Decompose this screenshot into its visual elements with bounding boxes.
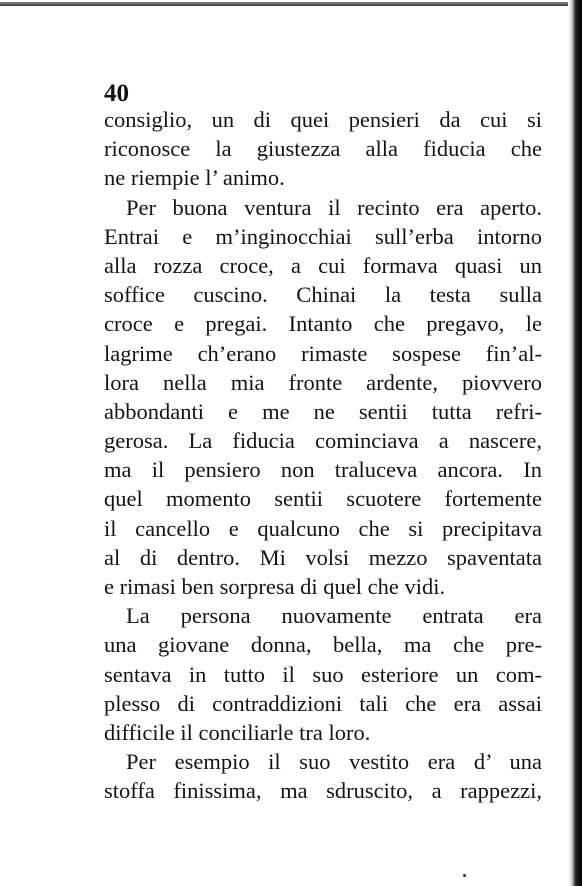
page-number: 40 — [104, 80, 129, 107]
text-line: difficile il conciliarle tra loro. — [104, 719, 371, 745]
text-line: al di dentro. Mi volsi mezzo spaventata — [104, 544, 542, 570]
text-line: riconosce la giustezza alla fiducia che — [104, 136, 542, 162]
text-line: lagrime ch’erano rimaste sospese fin’al- — [104, 340, 542, 366]
text-line: La persona nuovamente entrata era — [126, 603, 542, 629]
text-line: croce e pregai. Intanto che pregavo, le — [104, 311, 542, 337]
text-line: lora nella mia fronte ardente, piovvero — [104, 369, 542, 395]
text-line: ne riempie l’ animo. — [104, 165, 285, 191]
paper-speck — [463, 874, 466, 877]
book-spine-shadow — [568, 0, 582, 886]
text-line: alla rozza croce, a cui formava quasi un — [104, 252, 542, 278]
text-line: consiglio, un di quei pensieri da cui si — [104, 107, 542, 132]
text-line: una giovane donna, bella, ma che pre- — [104, 632, 542, 658]
text-line: Per buona ventura il recinto era aperto. — [126, 194, 542, 220]
text-line: il cancello e qualcuno che si precipitava — [104, 515, 542, 541]
text-line: plesso di contraddizioni tali che era assai — [104, 690, 542, 716]
text-line: Per esempio il suo vestito era d’ una — [126, 749, 542, 775]
text-line: sentava in tutto il suo esteriore un com- — [104, 661, 542, 687]
page-top-edge — [0, 2, 582, 6]
text-line: quel momento sentii scuotere fortemente — [104, 486, 542, 512]
body-text — [104, 105, 542, 806]
text-line: soffice cuscino. Chinai la testa sulla — [104, 282, 542, 308]
text-line: ma il pensiero non traluceva ancora. In — [104, 457, 542, 483]
text-line: stoffa finissima, ma sdruscito, a rappezzi, — [104, 778, 542, 804]
text-line: abbondanti e me ne sentii tutta refri- — [104, 398, 542, 424]
text-line: Entrai e m’inginocchiai sull’erba intorno — [104, 223, 542, 249]
text-line: e rimasi ben sorpresa di quel che vidi. — [104, 574, 446, 599]
text-line: gerosa. La fiducia cominciava a nascere, — [104, 428, 542, 454]
